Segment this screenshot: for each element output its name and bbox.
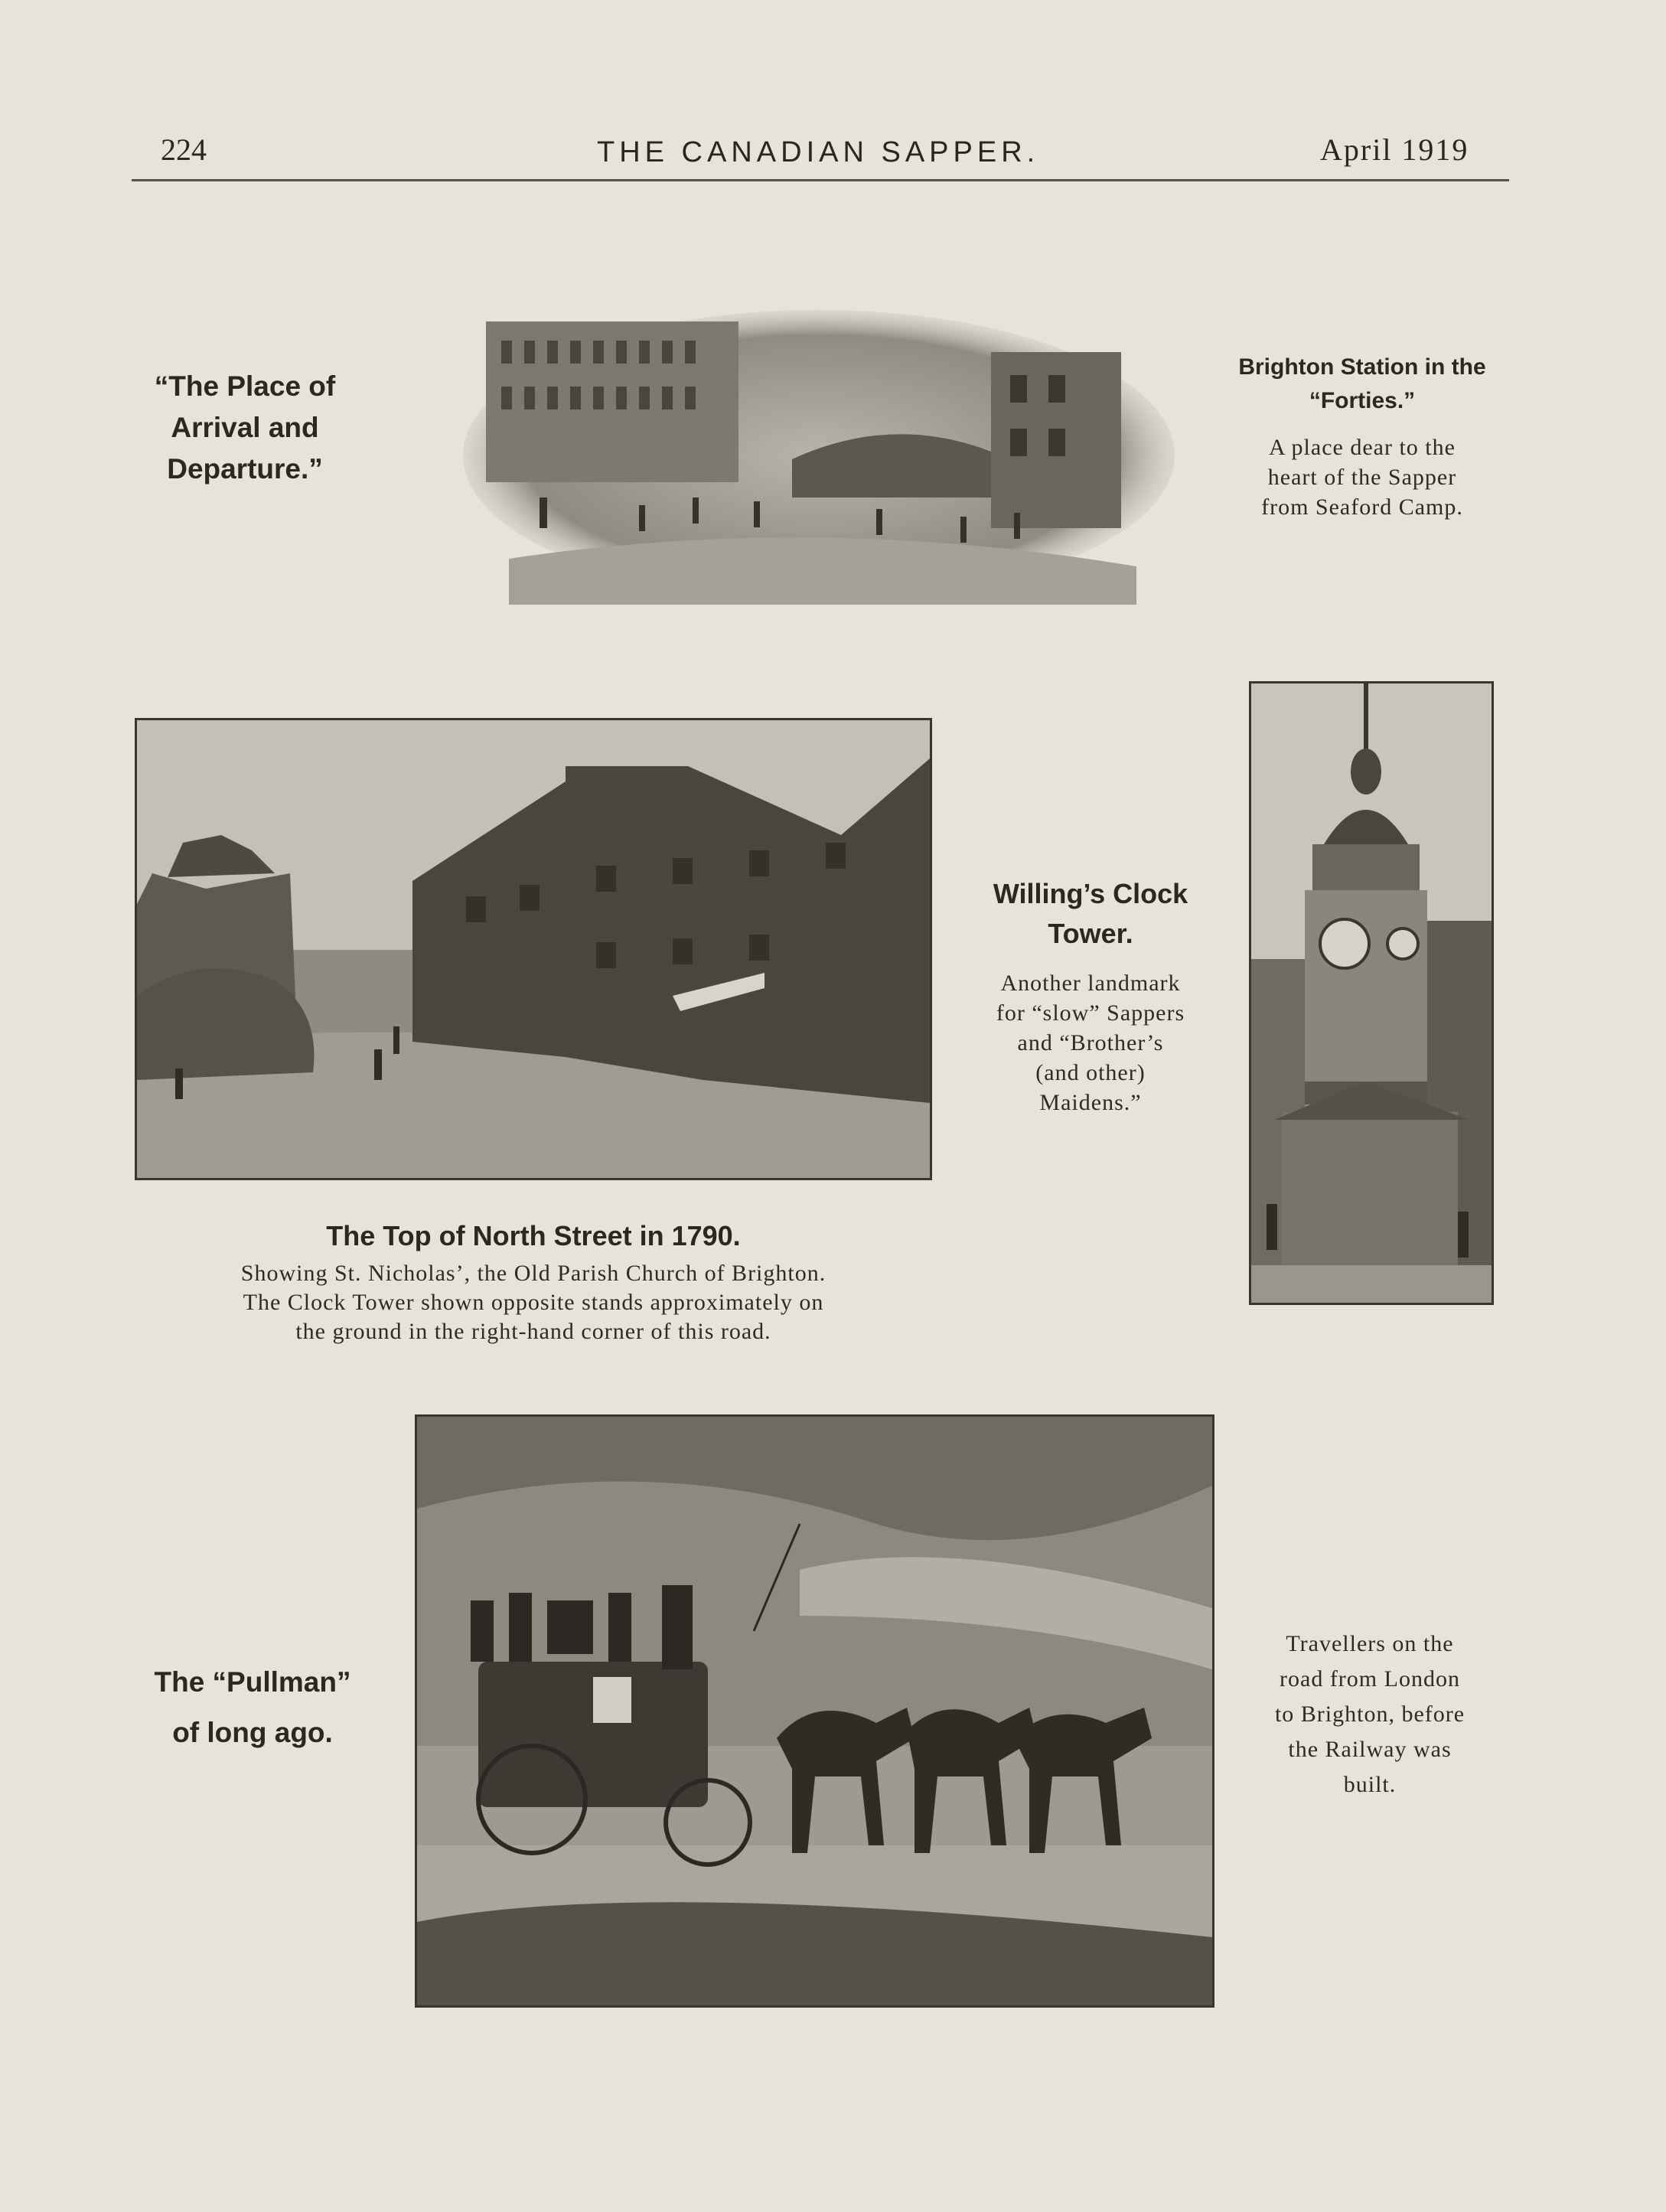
caption-line: A place dear to the <box>1269 435 1456 460</box>
caption-line: Brighton Station in the <box>1238 354 1486 380</box>
caption-line: (and other) <box>1035 1060 1146 1085</box>
caption-line: “Forties.” <box>1309 388 1416 413</box>
caption-line: Tower. <box>1048 918 1133 949</box>
caption-line: heart of the Sapper <box>1267 465 1457 490</box>
caption-line: Travellers on the <box>1286 1631 1454 1656</box>
pullman-left-caption <box>122 1657 383 1758</box>
north-street-body <box>135 1259 932 1346</box>
issue-date: April 1919 <box>1320 132 1469 167</box>
caption-line: Another landmark <box>1000 971 1181 996</box>
caption-line: road from London <box>1280 1666 1460 1692</box>
station-right-title <box>1217 351 1508 418</box>
station-right-body <box>1217 432 1508 522</box>
publication-title: THE CANADIAN SAPPER. <box>597 136 1040 168</box>
caption-line: Showing St. Nicholas’, the Old Parish Church of Brighton. <box>240 1261 826 1286</box>
north-street-title: The Top of North Street in 1790. <box>326 1220 741 1251</box>
station-left-caption <box>130 366 360 490</box>
caption-line: built. <box>1343 1772 1397 1797</box>
caption-line: Arrival and <box>171 412 319 443</box>
caption-line: and “Brother’s <box>1017 1030 1164 1055</box>
header-rule <box>132 179 1509 181</box>
caption-line: of long ago. <box>172 1717 333 1748</box>
caption-line: Willing’s Clock <box>993 878 1188 909</box>
caption-line: Maidens.” <box>1039 1090 1142 1115</box>
caption-line: The “Pullman” <box>154 1666 351 1698</box>
clock-tower-body <box>957 968 1224 1117</box>
caption-line: Departure.” <box>167 453 323 484</box>
clock-tower-title <box>957 874 1224 954</box>
page-number: 224 <box>161 132 207 167</box>
caption-line: the Railway was <box>1288 1737 1452 1762</box>
caption-line: to Brighton, before <box>1274 1701 1465 1727</box>
clock-tower-photo <box>1249 681 1494 1305</box>
stagecoach-painting <box>415 1414 1214 2008</box>
caption-line: “The Place of <box>154 370 336 402</box>
brighton-station-engraving <box>463 306 1175 605</box>
caption-line: from Seaford Camp. <box>1261 494 1463 520</box>
caption-line: for “slow” Sappers <box>996 1000 1185 1026</box>
pullman-right-caption <box>1247 1626 1492 1803</box>
caption-line: the ground in the right-hand corner of this road. <box>295 1319 771 1344</box>
north-street-illustration <box>135 718 932 1180</box>
caption-line: The Clock Tower shown opposite stands approximately on <box>243 1290 824 1315</box>
